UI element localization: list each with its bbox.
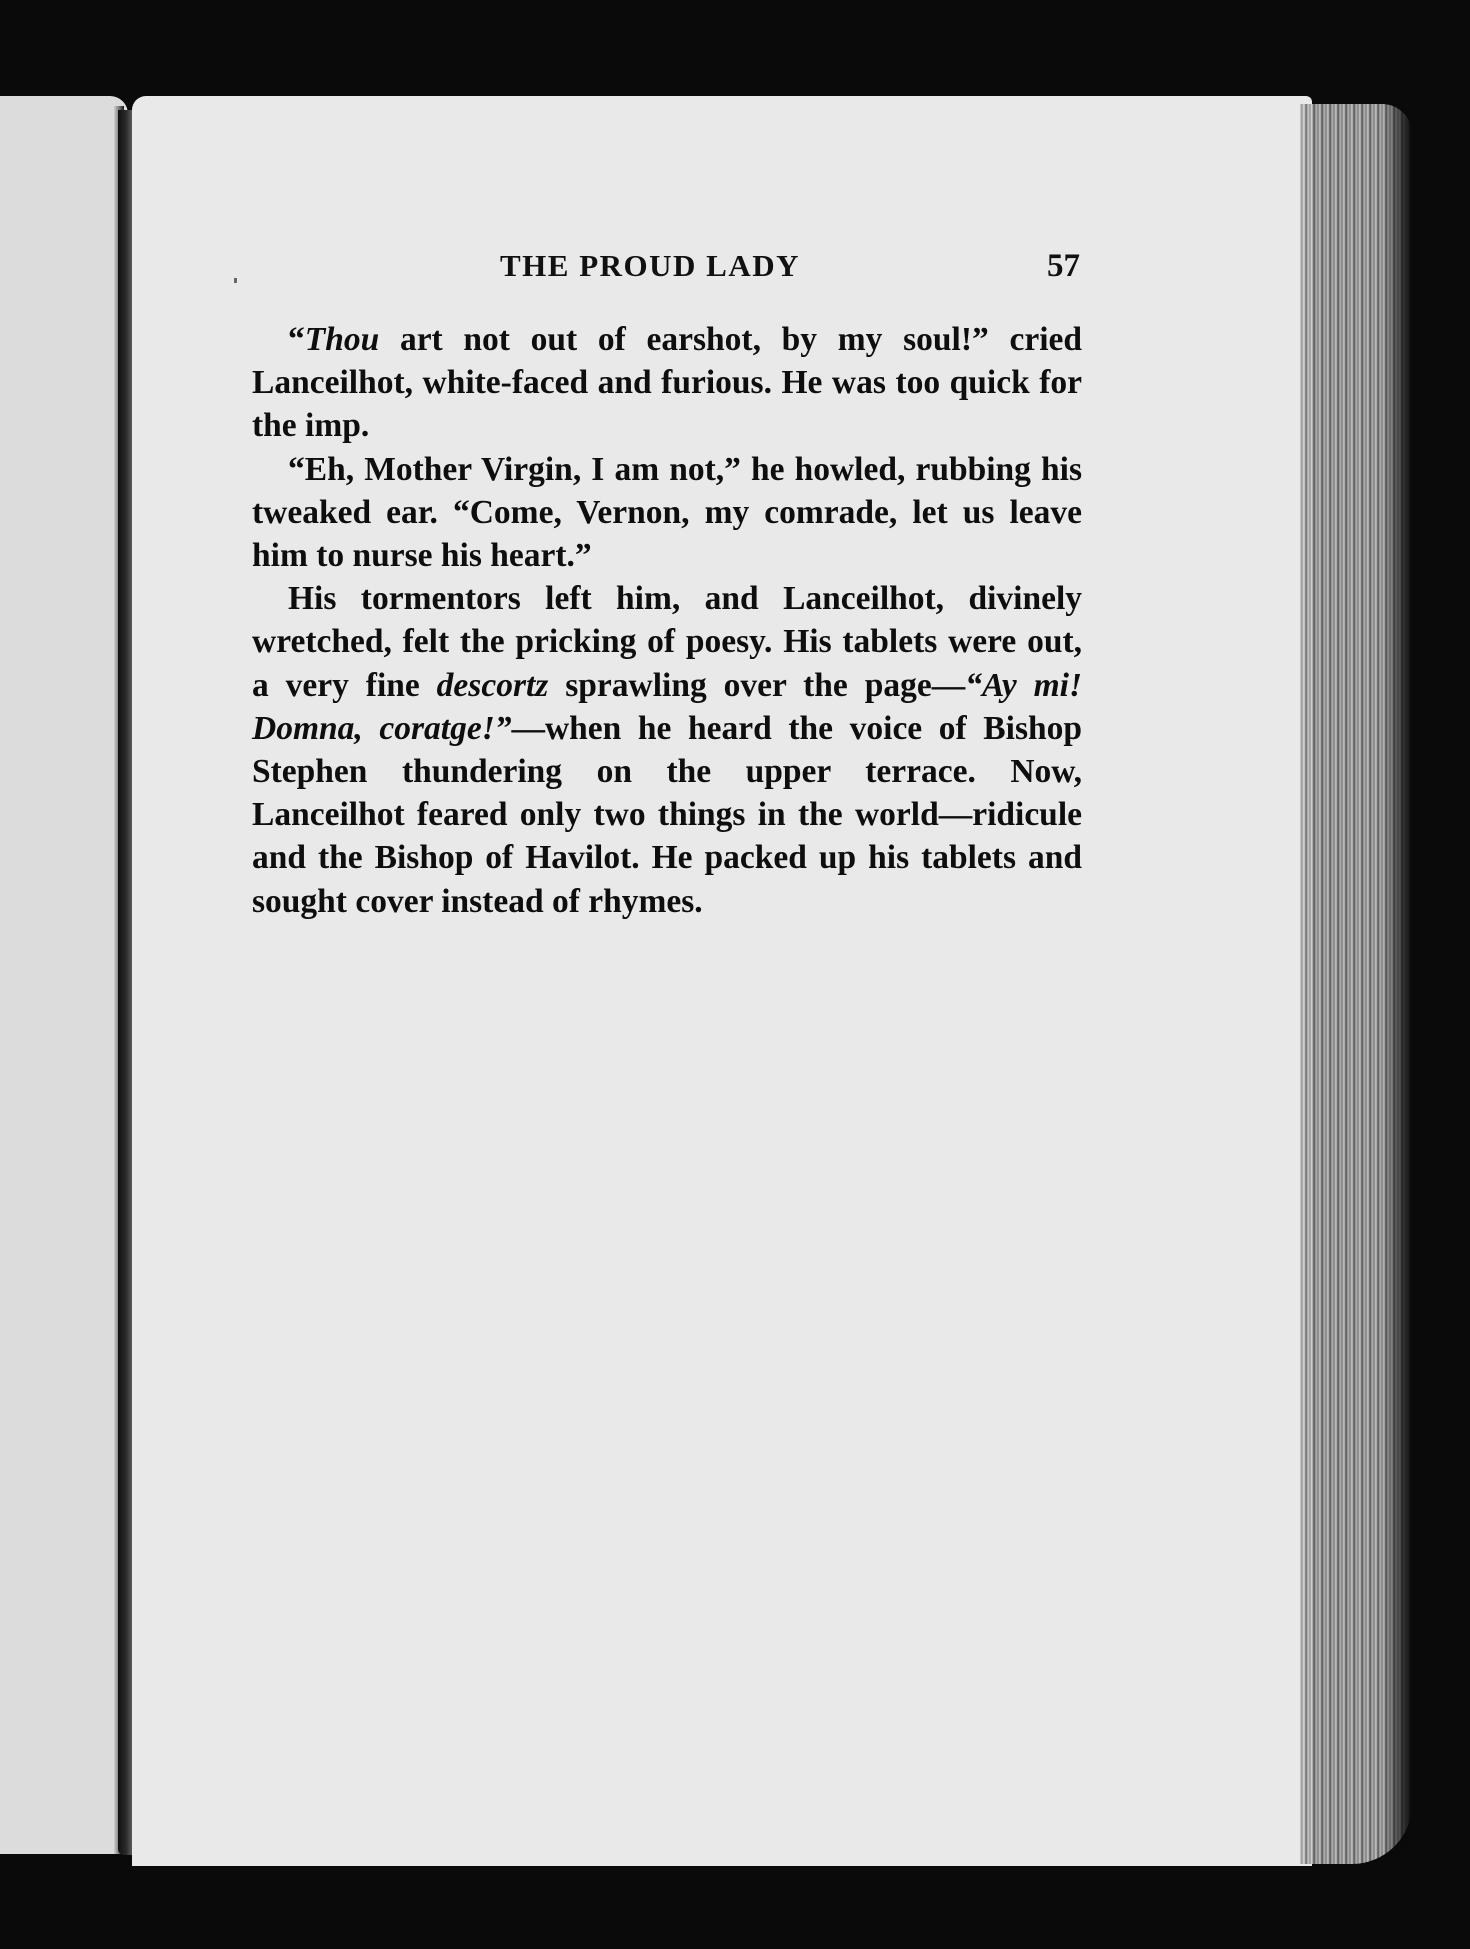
paragraph-3 (252, 577, 1082, 923)
text-segment: art not out of earshot, by my soul!” cried Lanceilhot, white-faced and furious. He was too quick for the imp. (252, 321, 1082, 445)
text-segment-italic: “Ay mi! Domna, coratge!” (252, 666, 1083, 747)
text-segment: His tormentors left him, and Lanceilhot, divinely wretched, felt the pricking of poesy. His tablets were out, a very fine (252, 580, 1082, 704)
running-head (250, 248, 1080, 298)
text-segment: sprawling over the page— (548, 666, 966, 704)
page-edges (1300, 104, 1412, 1864)
text-segment-italic: descortz (436, 666, 549, 704)
facing-page-edge (0, 96, 128, 1854)
page-number: 57 (1047, 248, 1080, 284)
text-segment: “Eh, Mother Virgin, I am not,” he howled, rubbing his tweaked ear. “Come, Vernon, my comrade, let us leave him to nurse his heart.” (252, 450, 1082, 575)
paragraph-1 (252, 318, 1082, 448)
text-segment: —when he heard the voice of Bishop Stephen thundering on the upper terrace. Now, Lanceilhot feared only two things in the world—ridicule and the Bishop of Havilot. He packed up his tablets and sought cover instead of rhymes. (252, 709, 1082, 920)
margin-mark (234, 278, 237, 283)
body-text (252, 318, 1082, 923)
text-segment: “ (288, 321, 305, 358)
paragraph-2 (252, 448, 1082, 578)
running-title: THE PROUD LADY (500, 248, 801, 283)
text-segment-italic: Thou (304, 321, 380, 358)
